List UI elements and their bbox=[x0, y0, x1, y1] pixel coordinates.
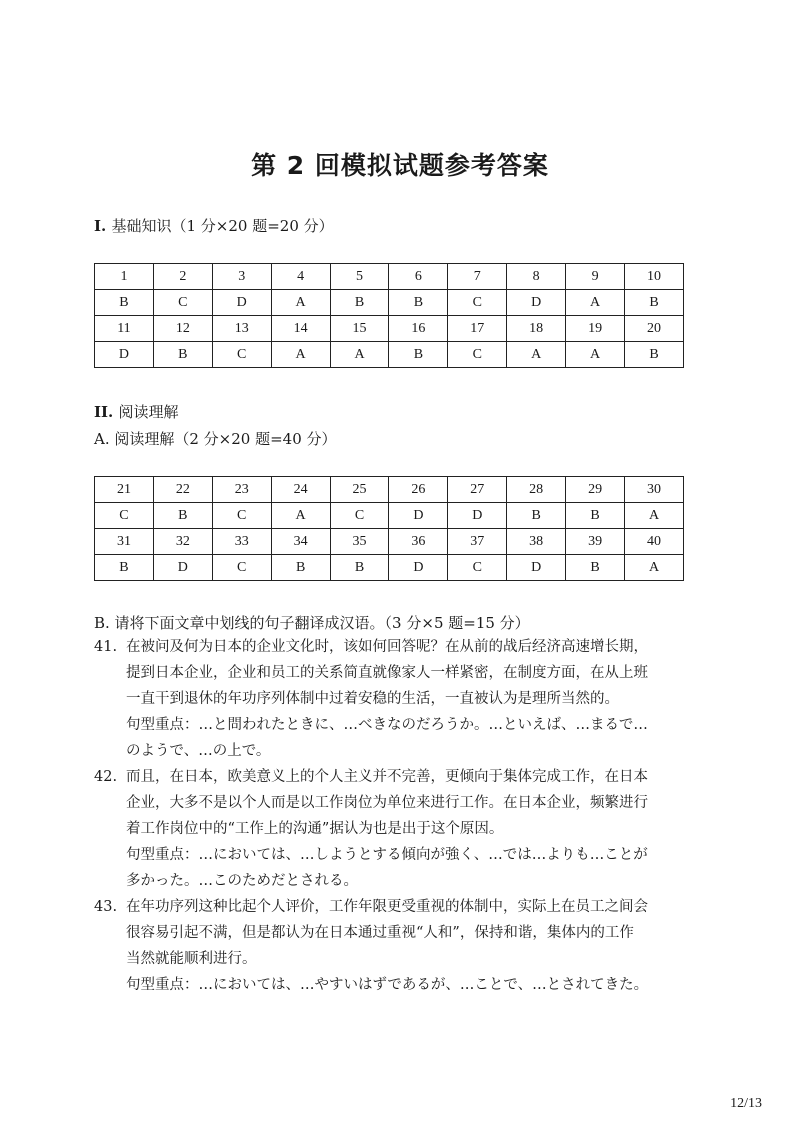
section-1-heading bbox=[94, 215, 334, 236]
table-cell: 14 bbox=[271, 316, 330, 342]
table-cell: B bbox=[153, 503, 212, 529]
answer-line: 而且，在日本，欧美意义上的个人主义并不完善，更倾向于集体完成工作，在日本 bbox=[126, 769, 648, 785]
table-cell: B bbox=[507, 503, 566, 529]
pattern-line: 多かった。…このためだとされる。 bbox=[126, 873, 358, 889]
table-cell: 11 bbox=[95, 316, 154, 342]
table-cell: 20 bbox=[625, 316, 684, 342]
table-cell: B bbox=[625, 342, 684, 368]
pattern-line: 句型重点：…と問われたときに、…べきなのだろうか。…といえば、…まるで… bbox=[126, 717, 648, 733]
table-cell: 22 bbox=[153, 477, 212, 503]
table-cell: C bbox=[330, 503, 389, 529]
table-cell: 28 bbox=[507, 477, 566, 503]
answer-line: 企业，大多不是以个人而是以工作岗位为单位来进行工作。在日本企业，频繁进行 bbox=[126, 795, 648, 811]
table-cell: C bbox=[212, 503, 271, 529]
table-cell: 25 bbox=[330, 477, 389, 503]
table-cell: 2 bbox=[153, 264, 212, 290]
page-number: 12/13 bbox=[730, 1096, 762, 1111]
question-number: 42. bbox=[94, 769, 118, 785]
question-43 bbox=[94, 894, 694, 998]
table-row bbox=[95, 555, 684, 581]
table-cell: B bbox=[95, 555, 154, 581]
table-cell: B bbox=[389, 290, 448, 316]
table-cell: C bbox=[448, 342, 507, 368]
table-cell: C bbox=[448, 290, 507, 316]
answer-line: 在被问及何为日本的企业文化时，该如何回答呢？在从前的战后经济高速增长期， bbox=[126, 639, 648, 655]
table-cell: D bbox=[389, 555, 448, 581]
table-cell: 8 bbox=[507, 264, 566, 290]
table-cell: 4 bbox=[271, 264, 330, 290]
table-cell: D bbox=[153, 555, 212, 581]
table-row bbox=[95, 290, 684, 316]
table-cell: 1 bbox=[95, 264, 154, 290]
table-cell: C bbox=[212, 555, 271, 581]
table-cell: A bbox=[566, 290, 625, 316]
table-cell: 30 bbox=[625, 477, 684, 503]
answer-line: 一直干到退休的年功序列体制中过着安稳的生活，一直被认为是理所当然的。 bbox=[126, 691, 619, 707]
table-cell: 31 bbox=[95, 529, 154, 555]
table-row bbox=[95, 342, 684, 368]
table-cell: 27 bbox=[448, 477, 507, 503]
table-cell: A bbox=[507, 342, 566, 368]
table-cell: B bbox=[271, 555, 330, 581]
table-row bbox=[95, 264, 684, 290]
table-cell: 5 bbox=[330, 264, 389, 290]
table-cell: A bbox=[271, 503, 330, 529]
table-cell: 6 bbox=[389, 264, 448, 290]
table-cell: A bbox=[625, 503, 684, 529]
section-2-label: II. bbox=[94, 403, 119, 421]
table-cell: B bbox=[389, 342, 448, 368]
table-row bbox=[95, 529, 684, 555]
table-cell: 37 bbox=[448, 529, 507, 555]
table-cell: 24 bbox=[271, 477, 330, 503]
table-cell: B bbox=[625, 290, 684, 316]
section-2-heading bbox=[94, 401, 179, 422]
table-cell: B bbox=[153, 342, 212, 368]
table-cell: 36 bbox=[389, 529, 448, 555]
answer-line: 着工作岗位中的“工作上的沟通”据认为也是出于这个原因。 bbox=[126, 821, 504, 837]
table-cell: 39 bbox=[566, 529, 625, 555]
table-cell: 35 bbox=[330, 529, 389, 555]
table-cell: B bbox=[566, 503, 625, 529]
pattern-line: のようで、…の上で。 bbox=[126, 743, 271, 759]
answer-line: 提到日本企业，企业和员工的关系简直就像家人一样紧密，在制度方面，在从上班 bbox=[126, 665, 648, 681]
table-cell: B bbox=[95, 290, 154, 316]
table-cell: 32 bbox=[153, 529, 212, 555]
table-cell: 7 bbox=[448, 264, 507, 290]
answer-line: 当然就能顺利进行。 bbox=[126, 951, 257, 967]
table-cell: 23 bbox=[212, 477, 271, 503]
table-cell: C bbox=[448, 555, 507, 581]
part-b-heading: B. 请将下面文章中划线的句子翻译成汉语。（3 分×5 题=15 分） bbox=[94, 614, 530, 632]
table-cell: B bbox=[330, 290, 389, 316]
table-cell: 29 bbox=[566, 477, 625, 503]
table-cell: D bbox=[212, 290, 271, 316]
table-cell: B bbox=[330, 555, 389, 581]
table-cell: 26 bbox=[389, 477, 448, 503]
question-number: 41. bbox=[94, 639, 118, 655]
table-cell: D bbox=[448, 503, 507, 529]
table-cell: 9 bbox=[566, 264, 625, 290]
table-cell: A bbox=[271, 290, 330, 316]
table-cell: 10 bbox=[625, 264, 684, 290]
question-42 bbox=[94, 764, 694, 894]
table-row bbox=[95, 503, 684, 529]
table-cell: 17 bbox=[448, 316, 507, 342]
table-cell: 3 bbox=[212, 264, 271, 290]
table-row bbox=[95, 316, 684, 342]
section-2-title: 阅读理解 bbox=[118, 403, 179, 421]
page-title: 第 2 回模拟试题参考答案 bbox=[251, 151, 549, 180]
section-1-scoring: （1 分×20 题=20 分） bbox=[171, 217, 334, 235]
table-cell: 19 bbox=[566, 316, 625, 342]
section-1-label: I. bbox=[94, 217, 112, 235]
answer-table-2 bbox=[94, 476, 684, 581]
table-cell: 12 bbox=[153, 316, 212, 342]
answer-table-1 bbox=[94, 263, 684, 368]
question-number: 43. bbox=[94, 899, 118, 915]
table-cell: 40 bbox=[625, 529, 684, 555]
table-cell: 15 bbox=[330, 316, 389, 342]
answer-line: 很容易引起不满，但是都认为在日本通过重视“人和”，保持和谐，集体内的工作 bbox=[126, 925, 634, 941]
table-cell: B bbox=[566, 555, 625, 581]
table-cell: 16 bbox=[389, 316, 448, 342]
table-cell: A bbox=[566, 342, 625, 368]
answer-line: 在年功序列这种比起个人评价，工作年限更受重视的体制中，实际上在员工之间会 bbox=[126, 899, 648, 915]
table-cell: A bbox=[330, 342, 389, 368]
table-cell: A bbox=[625, 555, 684, 581]
table-cell: 38 bbox=[507, 529, 566, 555]
part-a-heading: A. 阅读理解（2 分×20 题=40 分） bbox=[94, 430, 337, 448]
table-cell: C bbox=[153, 290, 212, 316]
table-cell: A bbox=[271, 342, 330, 368]
section-1-title: 基础知识 bbox=[111, 217, 172, 235]
table-cell: D bbox=[95, 342, 154, 368]
table-cell: C bbox=[212, 342, 271, 368]
table-cell: 33 bbox=[212, 529, 271, 555]
table-cell: D bbox=[389, 503, 448, 529]
table-row bbox=[95, 477, 684, 503]
table-cell: 18 bbox=[507, 316, 566, 342]
table-cell: 21 bbox=[95, 477, 154, 503]
pattern-line: 句型重点：…においては、…やすいはずであるが、…ことで、…とされてきた。 bbox=[126, 977, 649, 993]
question-41 bbox=[94, 634, 694, 764]
table-cell: 34 bbox=[271, 529, 330, 555]
pattern-line: 句型重点：…においては、…しようとする傾向が強く、…では…よりも…ことが bbox=[126, 847, 648, 863]
table-cell: D bbox=[507, 555, 566, 581]
table-cell: 13 bbox=[212, 316, 271, 342]
table-cell: C bbox=[95, 503, 154, 529]
table-cell: D bbox=[507, 290, 566, 316]
